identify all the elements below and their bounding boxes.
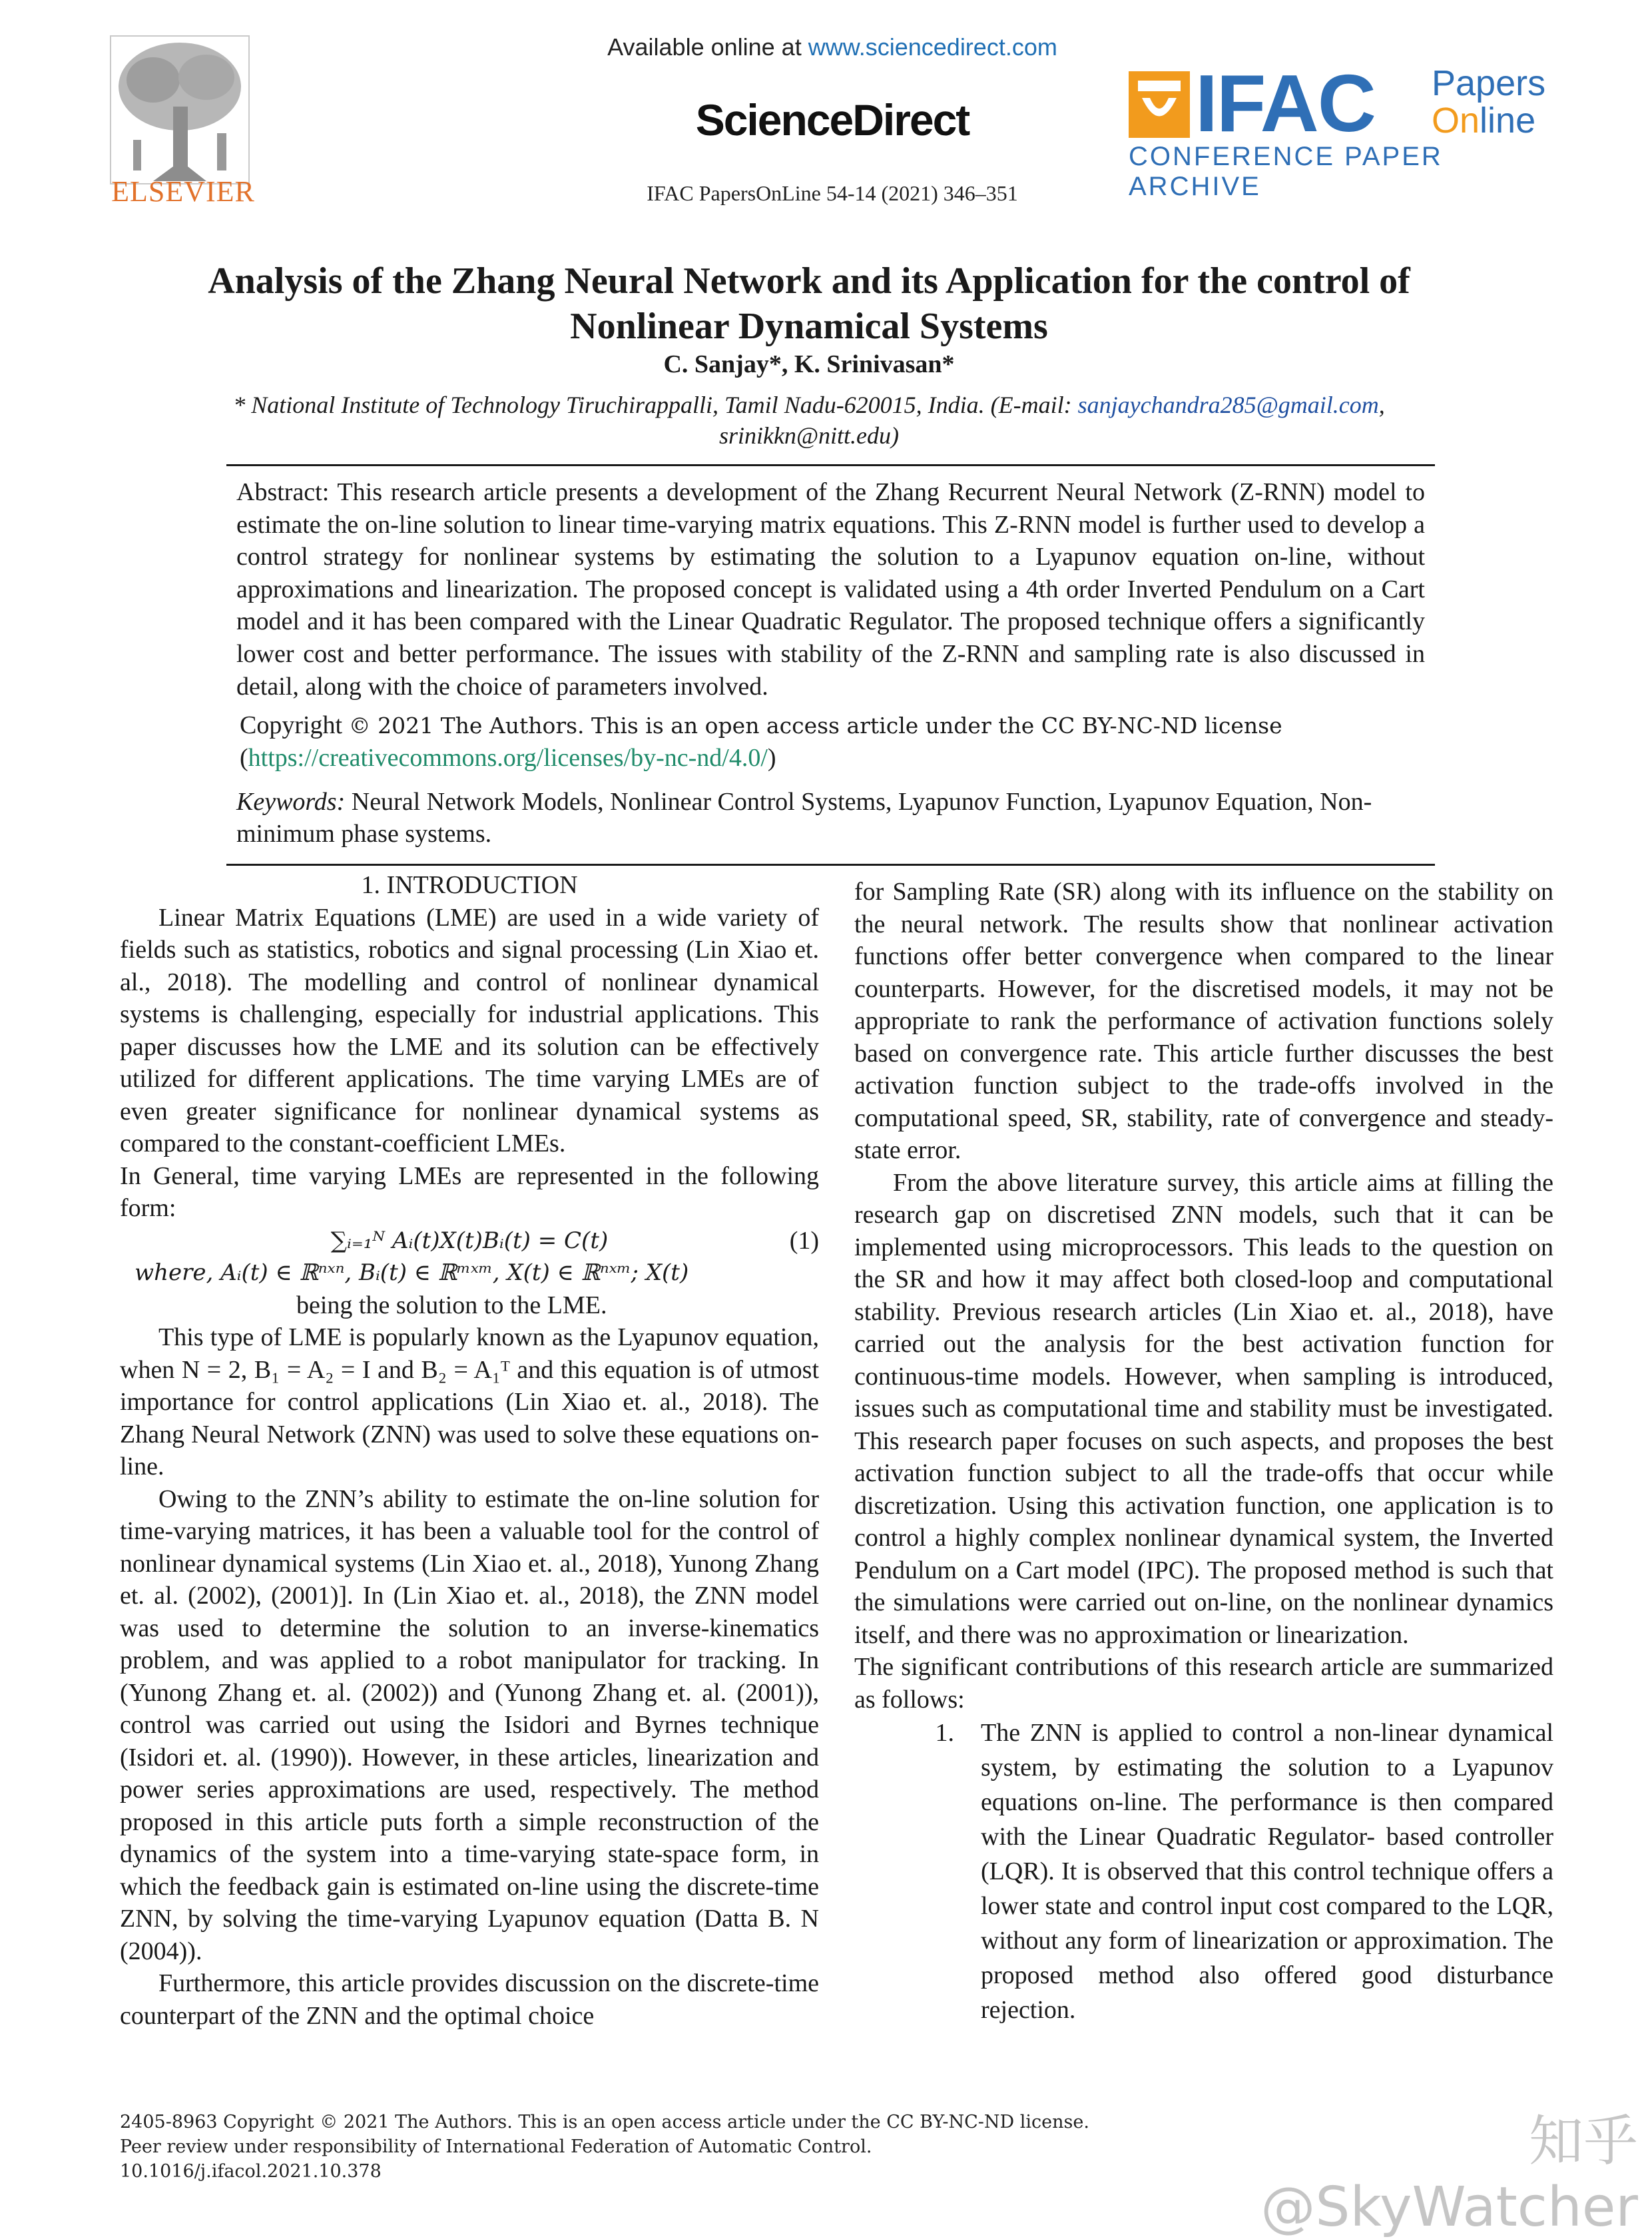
sciencedirect-brand: ScienceDirect	[695, 95, 969, 145]
page-footer	[120, 2110, 1318, 2184]
equation-1-where: where, Aᵢ(t) ∈ ℝⁿˣⁿ, Bᵢ(t) ∈ ℝᵐˣᵐ, X(t) ∈ ℝⁿˣᵐ; X(t)	[135, 1259, 689, 1286]
paper-title	[133, 258, 1485, 349]
availability-prefix: Available online at	[607, 33, 808, 61]
paper-title-line-1: Analysis of the Zhang Neural Network and its Application for the control of	[208, 260, 1410, 302]
affiliation-text: * National Institute of Technology Tiruchirappalli, Tamil Nadu-620015, India. (E-mail:	[233, 392, 1078, 418]
copyright-notice	[240, 709, 1425, 774]
intro-paragraph-2: In General, time varying LMEs are represented in the following form:	[120, 1161, 819, 1222]
sciencedirect-link[interactable]: www.sciencedirect.com	[808, 33, 1057, 61]
ifac-emblem-icon	[1129, 71, 1190, 138]
ifac-archive-caption: CONFERENCE PAPER ARCHIVE	[1129, 142, 1443, 201]
elsevier-tree-logo	[107, 33, 253, 186]
ifac-logo	[1129, 58, 1581, 201]
author-email-link-1[interactable]: sanjaychandra285@gmail.com	[1077, 392, 1379, 418]
list-item-text: The ZNN is applied to control a non-linear dynamical system, by estimating the solution to a Lyapunov equations on-line. The performance is then compared with the Linear Quadratic Regulator- based controller (LQR). It is observed that this control technique offers a lower state and control input cost compared to the LQR, without any form of linearization or approximation. The proposed method also offered good disturbance rejection.	[981, 1719, 1553, 2024]
paper-title-line-2: Nonlinear Dynamical Systems	[570, 306, 1048, 347]
publisher-name: ELSEVIER	[111, 175, 255, 208]
abstract-top-rule	[226, 464, 1435, 466]
section-heading-introduction: 1. INTRODUCTION	[361, 871, 578, 899]
intro-paragraph-5: Furthermore, this article provides discussion on the discrete-time counterpart of the ZNN and the optimal choice	[120, 1969, 819, 2030]
abstract-bottom-rule	[226, 864, 1435, 866]
license-link[interactable]: https://creativecommons.org/licenses/by-nc-nd/4.0/	[248, 744, 768, 772]
ifac-papers-online	[1432, 65, 1545, 139]
intro-paragraph-1: Linear Matrix Equations (LME) are used in a wide variety of fields such as statistics, robotics and signal processing (Lin Xiao et. al., 2018). The modelling and control of nonlinear dynamical systems is challenging, especially for industrial applications. This paper discusses how the LME and its solution can be effectively utilized for different applications. The time varying LMEs are of even greater significance for nonlinear dynamical systems as compared to the constant-coefficient LMEs.	[120, 903, 819, 1157]
left-column	[120, 869, 819, 2032]
ifac-online-on: On	[1432, 101, 1480, 141]
contributions-list-item	[854, 1716, 1553, 2027]
footer-copyright: 2405-8963 Copyright © 2021 The Authors. This is an open access article under the CC BY-NC-ND license.	[120, 2112, 1089, 2132]
keywords-label: Keywords:	[236, 788, 346, 816]
zhihu-watermark: 知乎 @SkyWatcher	[1260, 2110, 1638, 2239]
author-affiliation	[133, 390, 1485, 451]
affiliation-comma: ,	[1378, 392, 1385, 418]
footer-peer-review: Peer review under responsibility of International Federation of Automatic Control.	[120, 2136, 872, 2157]
equation-1-body: ∑ᵢ₌₁ᴺ Aᵢ(t)X(t)Bᵢ(t) = C(t)	[330, 1227, 609, 1254]
equation-1	[120, 1225, 819, 1257]
keywords-list: Neural Network Models, Nonlinear Control Systems, Lyapunov Function, Lyapunov Equation, Non-minimum phase systems.	[236, 788, 1372, 848]
right-column	[854, 876, 1553, 2027]
right-paragraph-3: The significant contributions of this research article are summarized as follows:	[854, 1653, 1553, 1714]
availability-line	[466, 33, 1199, 61]
equation-1-number: (1)	[789, 1226, 819, 1255]
ifac-wordmark: IFAC	[1195, 58, 1375, 149]
right-paragraph-2: From the above literature survey, this article aims at filling the research gap on discretised ZNN models, such that it can be implemented using microprocessors. This leads to the question on the SR and how it may affect both closed-loop and computational stability. Previous research articles (Lin Xiao et. al., 2018), have carried out the analysis for the best activation function for continuous-time models. However, when sampling is introduced, issues such as computational time and stability must be investigated. This research paper focuses on such aspects, and proposes the best activation function subject to all the trade-offs that occur while discretization. Using this activation function, one application is to control a highly complex nonlinear dynamical system, the Inverted Pendulum on a Cart model (IPC). The proposed method is such that the simulations were carried out on-line, on the nonlinear dynamics itself, and there was no approximation or linearization.	[854, 1168, 1553, 1649]
copyright-text: © 2021 The Authors. This is an open access article under the CC BY-NC-ND license	[348, 713, 1282, 739]
ifac-online-line: line	[1480, 101, 1536, 141]
intro-paragraph-4: Owing to the ZNN’s ability to estimate the on-line solution for time-varying matrices, it has been a valuable tool for the control of nonlinear dynamical systems (Lin Xiao et. al., 2018), Yunong Zhang et. al. (2002), (2001)]. In (Lin Xiao et. al., 2018), the ZNN model was used to determine the solution to an inverse-kinematics problem, and was applied to a robot manipulator for tracking. In (Yunong Zhang et. al. (2002)) and (Yunong Zhang et. al. (2001)), control was carried out using the Isidori and Byrnes technique (Isidori et. al. (1990)). However, in these articles, linearization and power series approximations are used, respectively. The method proposed in this article puts forth a simple reconstruction of the dynamics of the system into a time-varying state-space form, in which the feedback gain is estimated on-line using the discrete-time ZNN, by solving the time-varying Lyapunov equation (Datta B. N (2004)).	[120, 1484, 819, 1965]
list-item-number: 1.	[935, 1719, 954, 1747]
journal-reference: IFAC PapersOnLine 54-14 (2021) 346–351	[647, 181, 1018, 205]
ifac-online-word	[1432, 102, 1545, 139]
paper-authors: C. Sanjay*, K. Srinivasan*	[663, 350, 955, 378]
equation-1-being: being the solution to the LME.	[296, 1291, 607, 1319]
copyright-label: Copyright	[240, 711, 349, 739]
right-paragraph-1: for Sampling Rate (SR) along with its influence on the stability on the neural network. The results show that nonlinear activation functions offer better convergence when compared to the linear counterparts. However, for the discretised models, it may not be appropriate to rank the performance of activation functions solely based on convergence rate. This article further discusses the best activation function subject to the trade-offs involved in the computational speed, SR, stability, rate of convergence and steady-state error.	[854, 878, 1553, 1164]
intro-paragraph-3: This type of LME is popularly known as the Lyapunov equation, when N = 2, B₁ = A₂ = I and B₂ = A₁ᵀ and this equation is of utmost importance for control applications (Lin Xiao et. al., 2018). The Zhang Neural Network (ZNN) was used to solve these equations on-line.	[120, 1323, 819, 1480]
keywords	[236, 786, 1425, 850]
license-close: )	[767, 744, 776, 772]
footer-doi: 10.1016/j.ifacol.2021.10.378	[120, 2161, 382, 2182]
license-open: (	[240, 744, 248, 772]
ifac-papers-word: Papers	[1432, 63, 1546, 103]
abstract: Abstract: This research article presents a development of the Zhang Recurrent Neural Network (Z-RNN) model to estimate the on-line solution to linear time-varying matrix equations. This Z-RNN model is further used to develop a control strategy for nonlinear systems by estimating the solution to a Lyapunov equation on-line, without approximations and linearization. The proposed concept is validated using a 4th order Inverted Pendulum on a Cart model and it has been compared with the Linear Quadratic Regulator. The proposed technique offers a significantly lower cost and better performance. The issues with stability of the Z-RNN and sampling rate is also discussed in detail, along with the choice of parameters involved.	[236, 478, 1425, 701]
author-email-2: srinikkn@nitt.edu)	[718, 422, 900, 449]
